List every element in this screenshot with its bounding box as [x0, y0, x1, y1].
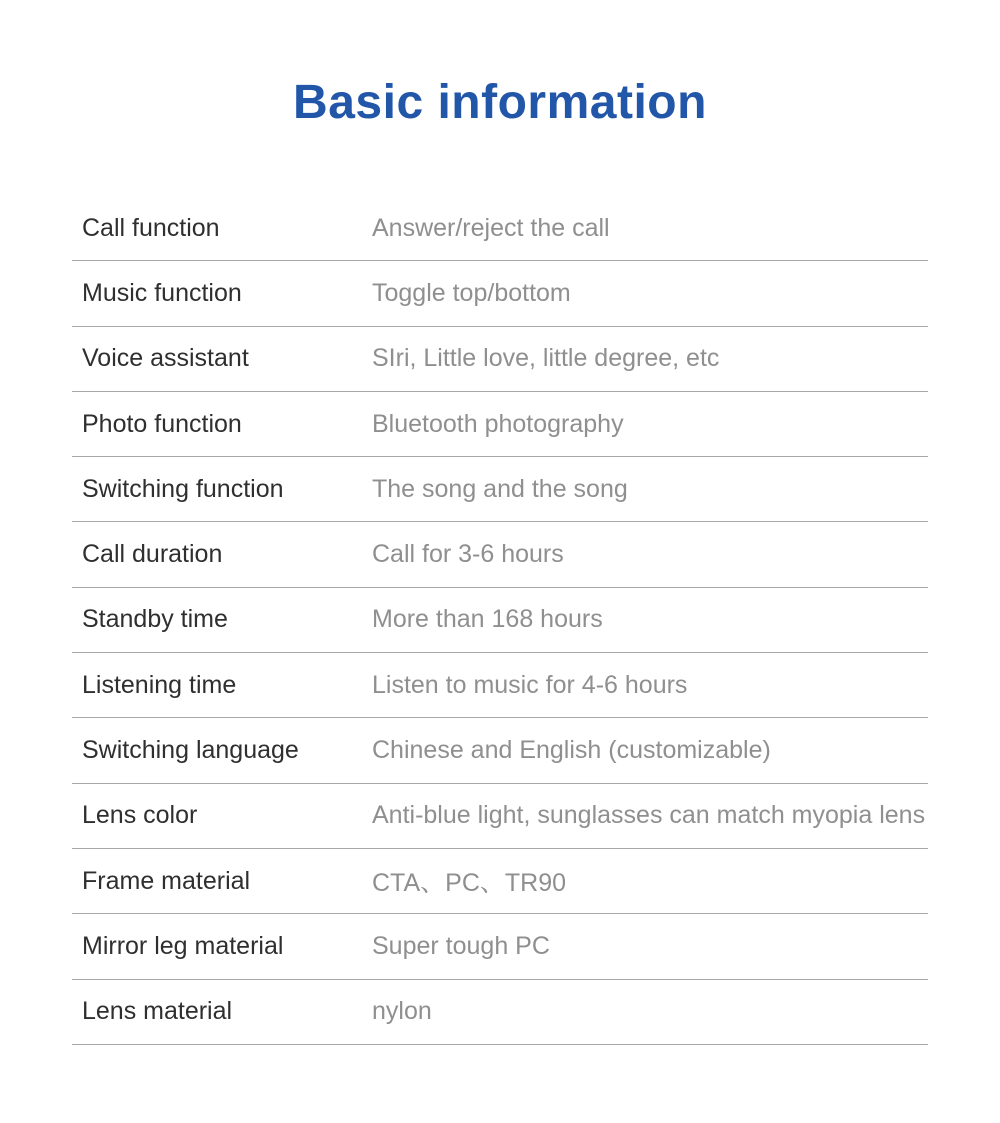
- spec-row: [72, 653, 928, 718]
- spec-label: Voice assistant: [82, 344, 249, 373]
- spec-row: [72, 522, 928, 587]
- page-title: Basic information: [293, 76, 707, 129]
- spec-row: [72, 457, 928, 522]
- spec-label: Music function: [82, 278, 242, 307]
- spec-value: Bluetooth photography: [372, 409, 624, 438]
- spec-row: [72, 261, 928, 326]
- spec-label: Photo function: [82, 409, 242, 438]
- spec-value: nylon: [372, 997, 432, 1026]
- spec-value: SIri, Little love, little degree, etc: [372, 344, 720, 373]
- spec-label: Frame material: [82, 866, 251, 895]
- spec-value: Call for 3-6 hours: [372, 540, 564, 569]
- spec-value: Super tough PC: [372, 931, 550, 960]
- spec-row: [72, 914, 928, 979]
- spec-value: CTA、PC、TR90: [372, 869, 567, 898]
- spec-row: [72, 196, 928, 261]
- spec-value: The song and the song: [372, 474, 628, 503]
- spec-value: Listen to music for 4-6 hours: [372, 670, 688, 699]
- spec-label: Lens color: [82, 801, 198, 830]
- spec-value: Anti-blue light, sunglasses can match myopia lens: [372, 801, 926, 830]
- spec-label: Call function: [82, 213, 220, 242]
- spec-row: [72, 327, 928, 392]
- spec-value: More than 168 hours: [372, 605, 603, 634]
- spec-table: [72, 196, 928, 1045]
- spec-label: Switching function: [82, 474, 284, 503]
- spec-label: Switching language: [82, 736, 299, 765]
- spec-row: [72, 980, 928, 1045]
- spec-label: Listening time: [82, 670, 237, 699]
- spec-value: Toggle top/bottom: [372, 278, 571, 307]
- spec-row: [72, 718, 928, 783]
- spec-label: Standby time: [82, 605, 228, 634]
- spec-value: Answer/reject the call: [372, 213, 610, 242]
- spec-row: [72, 849, 928, 914]
- spec-row: [72, 588, 928, 653]
- spec-label: Call duration: [82, 540, 223, 569]
- spec-label: Lens material: [82, 997, 233, 1026]
- spec-label: Mirror leg material: [82, 931, 284, 960]
- spec-row: [72, 784, 928, 849]
- spec-row: [72, 392, 928, 457]
- spec-value: Chinese and English (customizable): [372, 736, 771, 765]
